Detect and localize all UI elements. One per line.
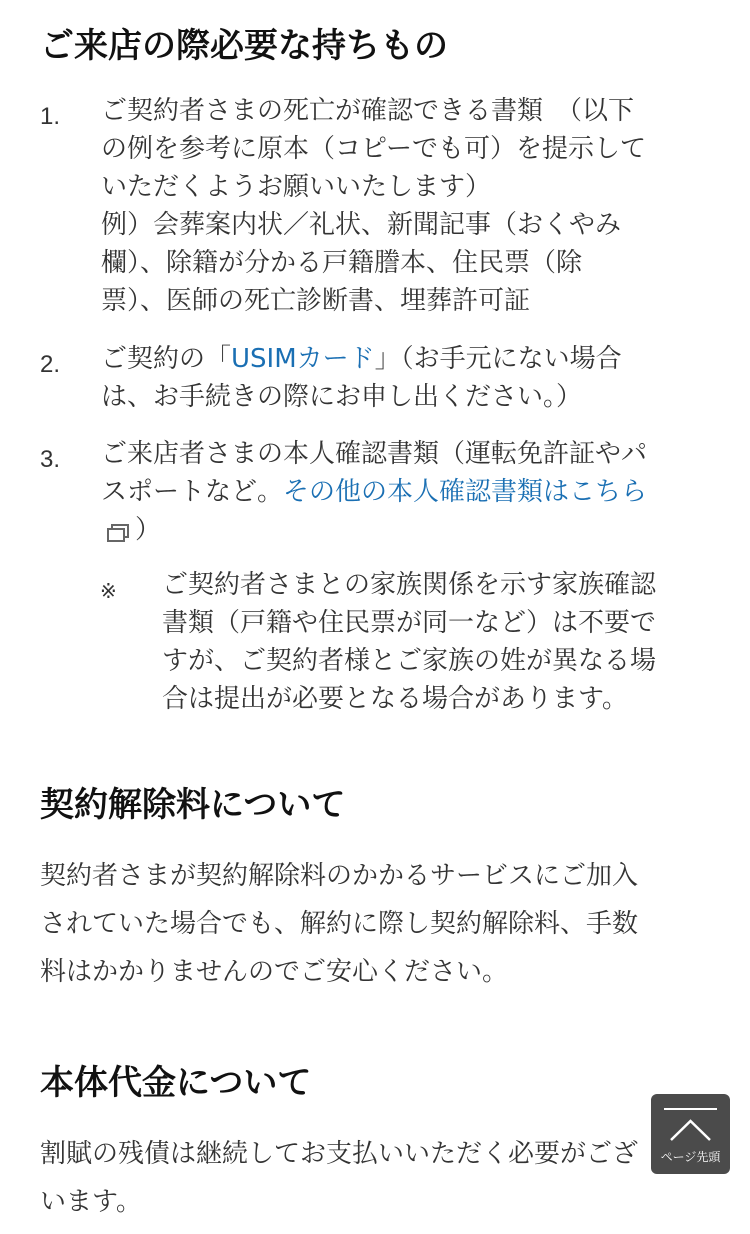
text-segment: スポートなど。 bbox=[101, 477, 284, 507]
external-window-icon[interactable] bbox=[107, 524, 129, 540]
text-line: されていた場合でも、解約に際し契約解除料、手数 bbox=[40, 909, 639, 939]
text-line: すが、ご契約者様とご家族の姓が異なる場 bbox=[162, 646, 657, 676]
text-line: ご来店者さまの本人確認書類（運転免許証やパ bbox=[101, 439, 648, 469]
text-line bbox=[101, 473, 701, 511]
text-line: 料はかかりませんのでご安心ください。 bbox=[40, 957, 509, 987]
cancellation-fee-text bbox=[40, 852, 720, 996]
device-price-text bbox=[40, 1130, 720, 1226]
other-id-documents-link[interactable]: その他の本人確認書類はこちら bbox=[283, 477, 648, 507]
section-heading-required-items: ご来店の際必要な持ちもの bbox=[40, 26, 448, 66]
usim-card-link[interactable]: USIMカード bbox=[231, 344, 375, 374]
text-line: ご契約者さまの死亡が確認できる書類 （以下 bbox=[101, 96, 635, 126]
text-line: は、お手続きの際にお申し出ください。） bbox=[101, 382, 583, 412]
text-line: 欄）、除籍が分かる戸籍謄本、住民票（除 bbox=[101, 248, 583, 278]
text-line: 割賦の残債は継続してお支払いいただく必要がござ bbox=[40, 1139, 639, 1169]
page-top-button[interactable] bbox=[651, 1094, 730, 1174]
text-line: 契約者さまが契約解除料のかかるサービスにご加入 bbox=[40, 861, 639, 891]
text-line: 合は提出が必要となる場合があります。 bbox=[162, 684, 628, 714]
text-segment: ） bbox=[135, 515, 162, 545]
text-line bbox=[101, 340, 701, 378]
text-line: ご契約者さまとの家族関係を示す家族確認 bbox=[162, 570, 657, 600]
note-text bbox=[162, 566, 722, 718]
text-segment: 」（お手元にない場合 bbox=[374, 344, 622, 374]
section-heading-device-price: 本体代金について bbox=[40, 1063, 312, 1103]
chevron-up-icon bbox=[668, 1116, 713, 1142]
text-line bbox=[101, 511, 701, 549]
list-item-text bbox=[101, 92, 701, 320]
list-item-number: 1. bbox=[40, 103, 61, 130]
text-line: いただくようお願いいたします） bbox=[101, 172, 492, 202]
list-item-number: 3. bbox=[40, 446, 61, 473]
list-item-number: 2. bbox=[40, 351, 61, 378]
page-top-label: ページ先頭 bbox=[660, 1150, 721, 1164]
top-bar-icon bbox=[664, 1108, 717, 1110]
text-line: います。 bbox=[40, 1187, 142, 1217]
text-line: の例を参考に原本（コピーでも可）を提示して bbox=[101, 134, 646, 164]
note-mark: ※ bbox=[100, 579, 117, 603]
list-item-text bbox=[101, 340, 701, 416]
text-segment: ご契約の「 bbox=[101, 344, 232, 374]
section-heading-cancellation-fee: 契約解除料について bbox=[40, 785, 346, 825]
text-line: 書類（戸籍や住民票が同一など）は不要で bbox=[162, 608, 657, 638]
text-line: 例）会葬案内状／礼状、新聞記事（おくやみ bbox=[101, 210, 622, 240]
text-line: 票）、医師の死亡診断書、埋葬許可証 bbox=[101, 286, 531, 316]
list-item-text bbox=[101, 435, 701, 549]
